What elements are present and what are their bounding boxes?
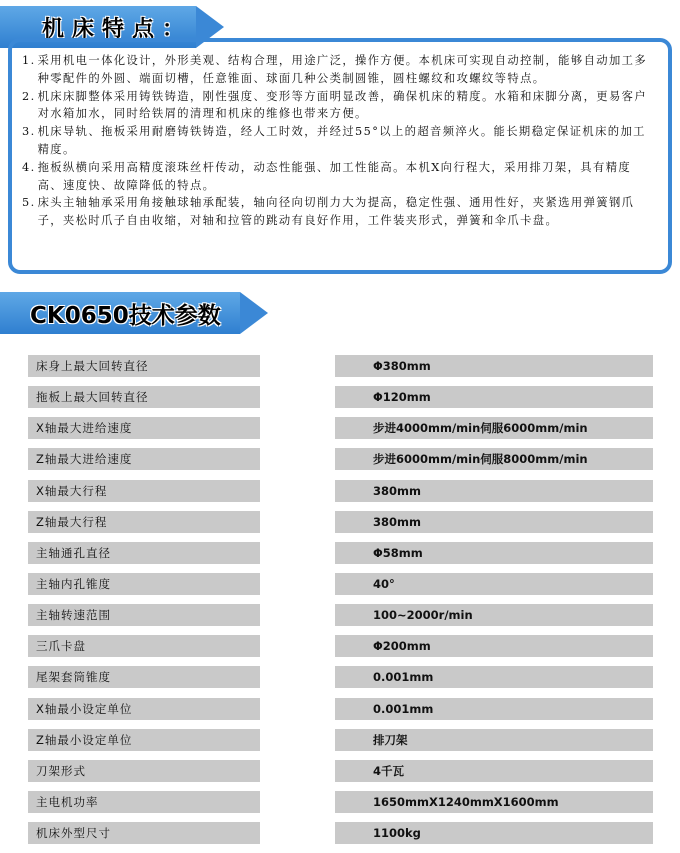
spec-label: Z轴最小设定单位	[28, 729, 260, 751]
spec-row	[28, 698, 653, 720]
spec-label: Z轴最大行程	[28, 511, 260, 533]
spec-label: X轴最大进给速度	[28, 417, 260, 439]
spec-value: 40°	[335, 573, 653, 595]
feature-number: 4.	[22, 160, 36, 174]
spec-value: 1100kg	[335, 822, 653, 844]
spec-label: 尾架套筒锥度	[28, 666, 260, 688]
spec-value: 步进4000mm/min伺服6000mm/min	[335, 417, 653, 439]
spec-value: 排刀架	[335, 729, 653, 751]
spec-value: 380mm	[335, 511, 653, 533]
spec-value: Φ120mm	[335, 386, 653, 408]
spec-row	[28, 729, 653, 751]
spec-value: Φ58mm	[335, 542, 653, 564]
spec-value: 1650mmX1240mmX1600mm	[335, 791, 653, 813]
feature-item-2	[22, 88, 656, 124]
spec-row	[28, 666, 653, 688]
feature-number: 5.	[22, 196, 36, 210]
spec-row	[28, 480, 653, 502]
spec-value: Φ200mm	[335, 635, 653, 657]
spec-row	[28, 791, 653, 813]
feature-text: 床头主轴轴承采用角接触球轴承配装，轴向径向切削力大为提高，稳定性强、通用性好，夹紧选用弹簧钢爪子，夹松时爪子自由收缩，对轴和拉管的跳动有良好作用，工件装夹形式，弹簧和伞爪卡盘。	[37, 196, 635, 228]
spec-label: 机床外型尺寸	[28, 822, 260, 844]
spec-value: 100~2000r/min	[335, 604, 653, 626]
spec-label: 主电机功率	[28, 791, 260, 813]
spec-row	[28, 511, 653, 533]
features-title: 机床特点：	[42, 16, 193, 42]
feature-item-5	[22, 194, 656, 230]
spec-row	[28, 635, 653, 657]
spec-value: 步进6000mm/min伺服8000mm/min	[335, 448, 653, 470]
specs-banner-bar	[0, 292, 240, 334]
spec-label: X轴最大行程	[28, 480, 260, 502]
spec-label: 刀架形式	[28, 760, 260, 782]
spec-value: 0.001mm	[335, 666, 653, 688]
spec-row	[28, 448, 653, 470]
spec-row	[28, 417, 653, 439]
feature-item-1	[22, 52, 656, 88]
spec-label: 三爪卡盘	[28, 635, 260, 657]
spec-label: 主轴内孔锥度	[28, 573, 260, 595]
feature-number: 1.	[22, 54, 36, 67]
spec-value: 0.001mm	[335, 698, 653, 720]
spec-row	[28, 604, 653, 626]
feature-item-4	[22, 159, 656, 195]
specs-title: CK0650技术参数	[30, 302, 221, 329]
feature-number: 3.	[22, 125, 36, 139]
spec-row	[28, 542, 653, 564]
spec-value: Φ380mm	[335, 355, 653, 377]
features-box	[8, 38, 672, 274]
specs-banner	[0, 292, 268, 334]
spec-label: X轴最小设定单位	[28, 698, 260, 720]
spec-row	[28, 573, 653, 595]
spec-label: 床身上最大回转直径	[28, 355, 260, 377]
spec-label: 主轴转速范围	[28, 604, 260, 626]
spec-label: 拖板上最大回转直径	[28, 386, 260, 408]
banner-arrow-icon	[240, 292, 268, 334]
specs-table	[28, 355, 653, 853]
spec-row	[28, 355, 653, 377]
spec-label: 主轴通孔直径	[28, 542, 260, 564]
feature-text: 拖板纵横向采用高精度滚珠丝杆传动，动态性能强、加工性能高。本机X向行程大，采用排刀架，具有精度高、速度快、故障降低的特点。	[37, 160, 632, 192]
spec-value: 4千瓦	[335, 760, 653, 782]
feature-number: 2.	[22, 89, 36, 103]
feature-item-3	[22, 123, 656, 159]
spec-row	[28, 822, 653, 844]
spec-label: Z轴最大进给速度	[28, 448, 260, 470]
feature-text: 机床床脚整体采用铸铁铸造，刚性强度、变形等方面明显改善，确保机床的精度。水箱和床脚分离，更易客户对水箱加水，同时给铁屑的清理和机床的维修也带来方便。	[37, 89, 648, 121]
spec-row	[28, 386, 653, 408]
spec-value: 380mm	[335, 480, 653, 502]
spec-row	[28, 760, 653, 782]
feature-text: 机床导轨、拖板采用耐磨铸铁铸造，经人工时效，并经过55°以上的超音频淬火。能长期稳定保证机床的加工精度。	[37, 125, 646, 156]
feature-text: 采用机电一体化设计，外形美观、结构合理，用途广泛，操作方便。本机床可实现自动控制，能够自动加工多种零配件的外圆、端面切槽，任意锥面、球面几种公类制圆锥，圆柱螺纹和攻螺纹等特点。	[37, 54, 648, 85]
